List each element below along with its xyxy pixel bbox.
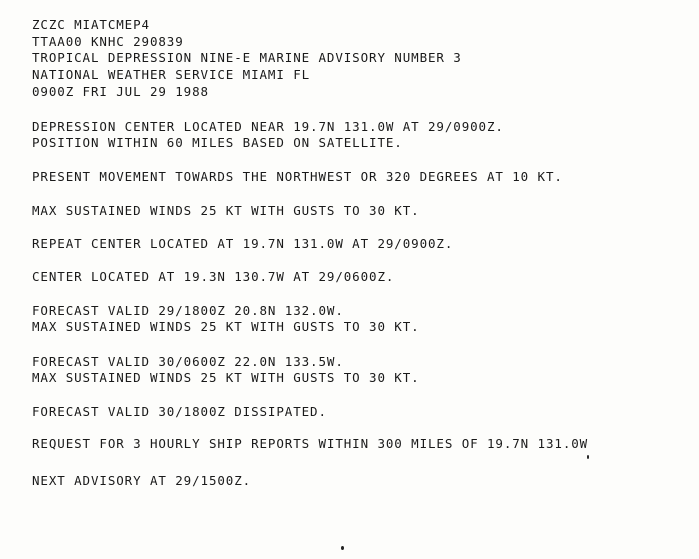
advisory-title: TROPICAL DEPRESSION NINE-E MARINE ADVISORY NUMBER 3 (32, 50, 462, 65)
body-line-7: FORECAST VALID 29/1800Z 20.8N 132.0W. (32, 303, 344, 318)
body-line-2: POSITION WITHIN 60 MILES BASED ON SATELLITE. (32, 135, 403, 150)
body-line-9: FORECAST VALID 30/0600Z 22.0N 133.5W. (32, 354, 344, 369)
body-line-4: MAX SUSTAINED WINDS 25 KT WITH GUSTS TO 30 KT. (32, 203, 420, 218)
body-line-12: REQUEST FOR 3 HOURLY SHIP REPORTS WITHIN 300 MILES OF 19.7N 131.0W (32, 436, 589, 451)
body-line-11: FORECAST VALID 30/1800Z DISSIPATED. (32, 404, 327, 419)
body-line-1: DEPRESSION CENTER LOCATED NEAR 19.7N 131.0W AT 29/0900Z. (32, 119, 504, 134)
header-line-2: TTAA00 KNHC 290839 (32, 34, 184, 49)
header-line-1: ZCZC MIATCMEP4 (32, 17, 150, 32)
body-line-10: MAX SUSTAINED WINDS 25 KT WITH GUSTS TO 30 KT. (32, 370, 420, 385)
body-line-6: CENTER LOCATED AT 19.3N 130.7W AT 29/0600Z. (32, 269, 395, 284)
body-line-3: PRESENT MOVEMENT TOWARDS THE NORTHWEST OR 320 DEGREES AT 10 KT. (32, 169, 563, 184)
scan-speck (587, 455, 589, 459)
body-line-8: MAX SUSTAINED WINDS 25 KT WITH GUSTS TO 30 KT. (32, 319, 420, 334)
issuing-office: NATIONAL WEATHER SERVICE MIAMI FL (32, 67, 311, 82)
body-line-13: NEXT ADVISORY AT 29/1500Z. (32, 473, 252, 488)
scan-speck (341, 546, 344, 550)
body-line-5: REPEAT CENTER LOCATED AT 19.7N 131.0W AT 29/0900Z. (32, 236, 454, 251)
issue-time: 0900Z FRI JUL 29 1988 (32, 84, 209, 99)
